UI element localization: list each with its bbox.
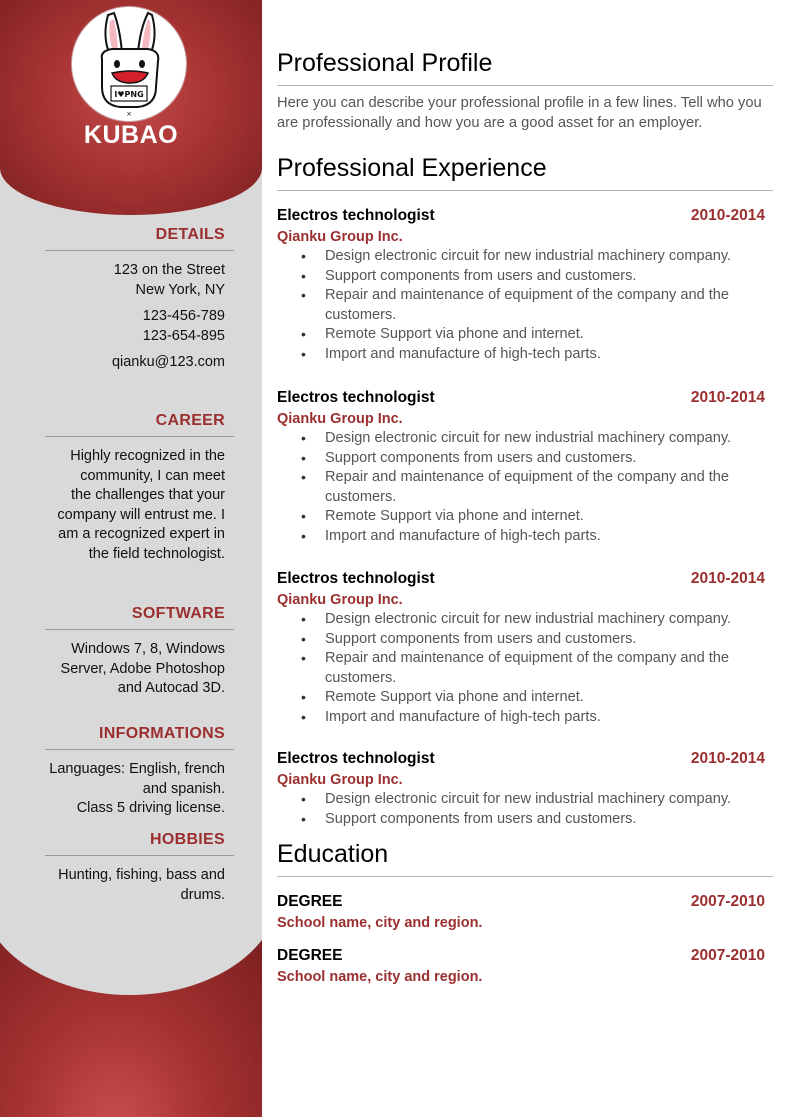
- job-bullet: • Import and manufacture of high-tech parts.: [277, 708, 765, 728]
- hobbies-line: drums.: [180, 886, 225, 903]
- job-bullet: • Remote Support via phone and internet.: [277, 688, 765, 708]
- details-section: [45, 226, 234, 373]
- job-bullet: • Remote Support via phone and internet.: [277, 507, 765, 527]
- job-bullet: • Repair and maintenance of equipment of the company and the customers.: [277, 468, 765, 507]
- job-bullet: • Support components from users and customers.: [277, 810, 765, 830]
- education-date: 2007-2010: [690, 947, 765, 964]
- sidebar: [0, 0, 262, 1117]
- education-entry: [277, 947, 765, 987]
- job-bullet: • Remote Support via phone and internet.: [277, 325, 765, 345]
- job-entry: [277, 389, 765, 547]
- job-entry: [277, 570, 765, 728]
- degree: DEGREE: [277, 893, 343, 910]
- job-bullet: • Repair and maintenance of equipment of the company and the customers.: [277, 649, 765, 688]
- avatar-badge: I♥PNG: [114, 90, 144, 99]
- job-bullet: • Support components from users and customers.: [277, 267, 765, 287]
- job-bullet: • Support components from users and customers.: [277, 630, 765, 650]
- career-line: company will entrust me. I: [57, 506, 225, 523]
- software-section: [45, 605, 234, 699]
- job-date: 2010-2014: [690, 207, 765, 224]
- svg-text:×: ×: [126, 110, 132, 118]
- phone-2: 123-654-895: [142, 327, 225, 344]
- phone-1: 123-456-789: [142, 308, 225, 324]
- job-company: Qianku Group Inc.: [277, 229, 403, 245]
- job-bullet: • Design electronic circuit for new industrial machinery company.: [277, 790, 765, 810]
- software-line: Windows 7, 8, Windows: [71, 641, 225, 657]
- school: School name, city and region.: [277, 969, 483, 985]
- job-bullet: • Import and manufacture of high-tech parts.: [277, 527, 765, 547]
- bunny-mascot-icon: [72, 7, 186, 121]
- job-bullet: • Design electronic circuit for new industrial machinery company.: [277, 247, 765, 267]
- career-line: Highly recognized in the: [70, 448, 225, 464]
- job-title: Electros technologist: [277, 570, 435, 587]
- informations-heading: INFORMATIONS: [45, 725, 234, 750]
- job-date: 2010-2014: [690, 570, 765, 587]
- informations-section: [45, 725, 234, 819]
- avatar: [72, 7, 186, 121]
- job-title: Electros technologist: [277, 207, 435, 224]
- career-line: am a recognized expert in: [58, 526, 225, 542]
- job-date: 2010-2014: [690, 389, 765, 406]
- software-line: and Autocad 3D.: [117, 680, 225, 696]
- informations-line: and spanish.: [142, 780, 225, 797]
- experience-heading: Professional Experience: [277, 154, 773, 191]
- job-company: Qianku Group Inc.: [277, 411, 403, 427]
- details-heading: DETAILS: [45, 226, 234, 251]
- school: School name, city and region.: [277, 915, 483, 931]
- software-line: Server, Adobe Photoshop: [60, 660, 225, 677]
- job-entry: [277, 207, 765, 365]
- career-section: [45, 412, 234, 564]
- address-line-2: New York, NY: [135, 281, 225, 298]
- degree: DEGREE: [277, 947, 343, 964]
- education-entry: [277, 893, 765, 933]
- software-heading: SOFTWARE: [45, 605, 234, 630]
- job-title: Electros technologist: [277, 389, 435, 406]
- candidate-name: KUBAO: [83, 121, 179, 149]
- job-bullet: • Design electronic circuit for new industrial machinery company.: [277, 429, 765, 449]
- career-line: community, I can meet: [80, 467, 225, 484]
- hobbies-section: [45, 831, 234, 905]
- job-title: Electros technologist: [277, 750, 435, 767]
- career-line: the challenges that your: [71, 487, 225, 503]
- education-date: 2007-2010: [690, 893, 765, 910]
- hobbies-heading: HOBBIES: [45, 831, 234, 856]
- informations-line: Languages: English, french: [49, 761, 225, 777]
- job-bullet: • Design electronic circuit for new industrial machinery company.: [277, 610, 765, 630]
- job-company: Qianku Group Inc.: [277, 772, 403, 788]
- hobbies-line: Hunting, fishing, bass and: [58, 867, 225, 883]
- education-heading: Education: [277, 840, 773, 877]
- job-bullet: • Import and manufacture of high-tech parts.: [277, 345, 765, 365]
- profile-heading: Professional Profile: [277, 49, 773, 86]
- career-heading: CAREER: [45, 412, 234, 437]
- address-line-1: 123 on the Street: [113, 262, 225, 278]
- job-company: Qianku Group Inc.: [277, 592, 403, 608]
- job-date: 2010-2014: [690, 750, 765, 767]
- job-entry: [277, 750, 765, 829]
- job-bullet: • Repair and maintenance of equipment of the company and the customers.: [277, 286, 765, 325]
- job-bullet: • Support components from users and customers.: [277, 449, 765, 469]
- email: qianku@123.com: [111, 354, 225, 370]
- informations-line: Class 5 driving license.: [76, 800, 225, 816]
- profile-text: Here you can describe your professional profile in a few lines. Tell who you are professionally and how you are a good asset for an employer.: [277, 95, 762, 131]
- career-line: the field technologist.: [88, 545, 225, 562]
